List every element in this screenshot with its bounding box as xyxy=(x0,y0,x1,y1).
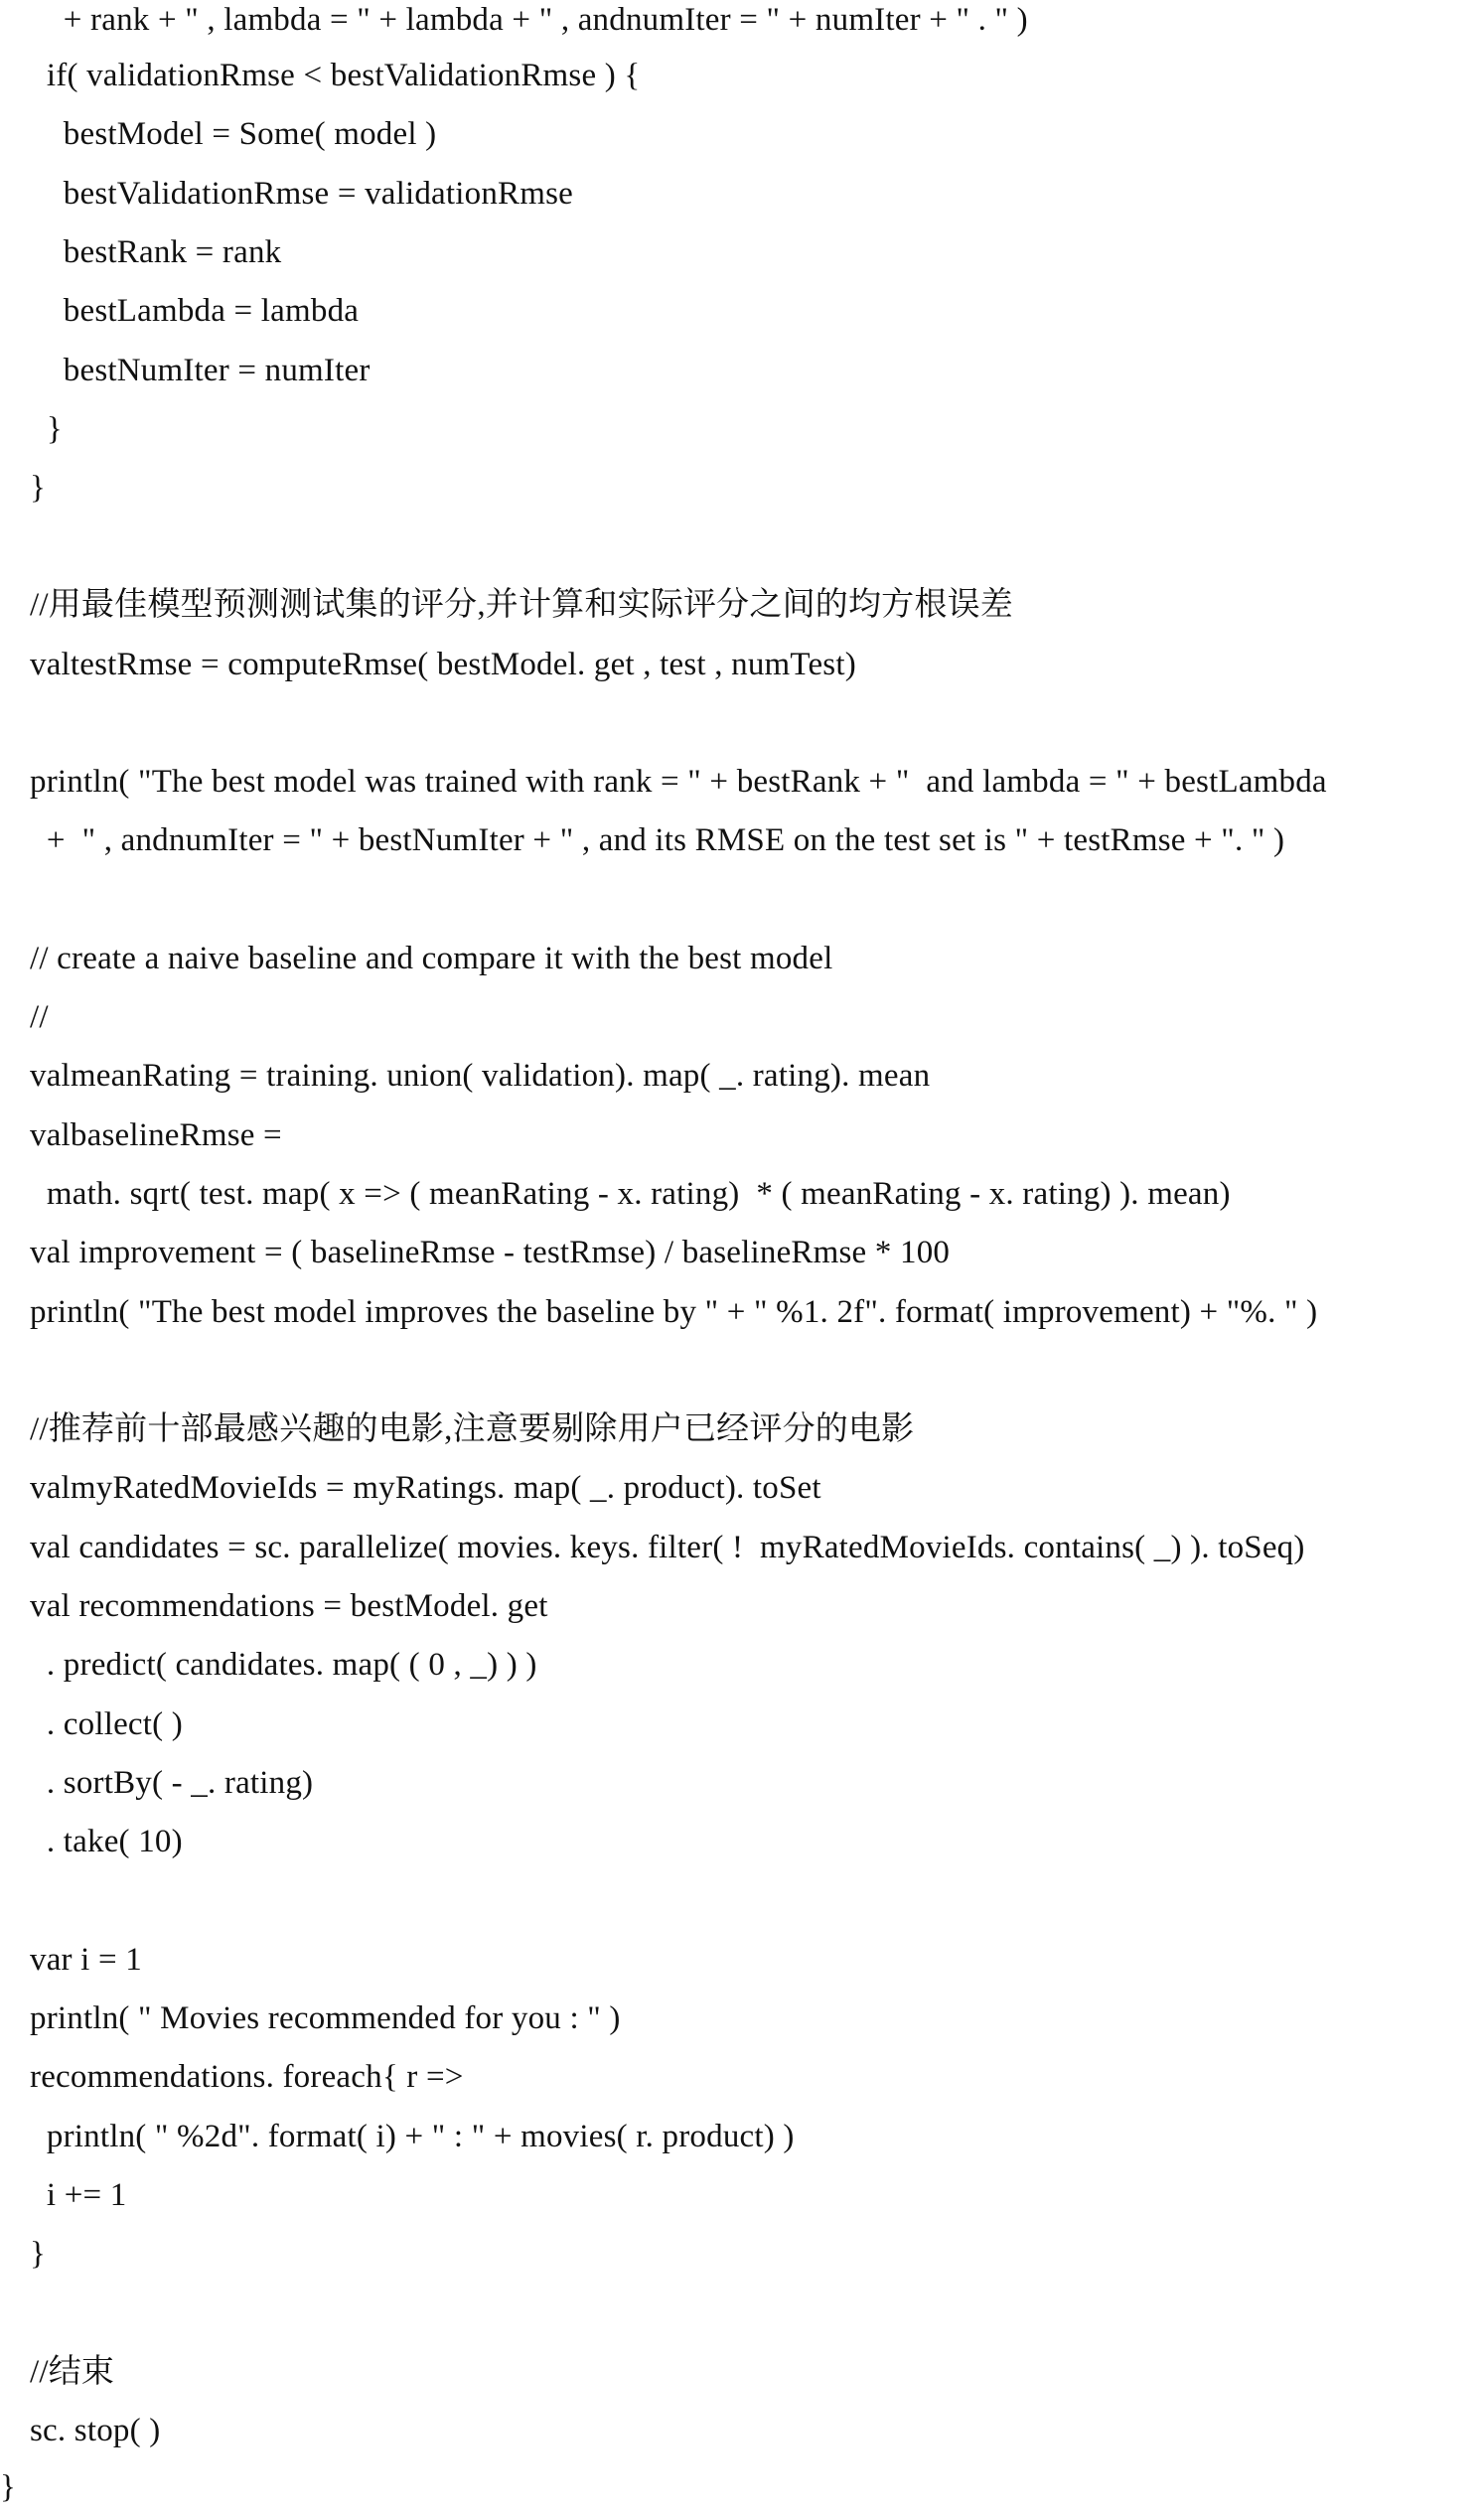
code-line-37: } xyxy=(0,2469,17,2505)
code-line-7: bestNumIter = numIter xyxy=(30,353,371,388)
code-line-22: valmyRatedMovieIds = myRatings. map( _. product). toSet xyxy=(30,1470,821,1506)
code-line-30: println( " Movies recommended for you : " ) xyxy=(30,2000,621,2036)
code-line-5: bestRank = rank xyxy=(30,234,282,270)
code-line-17: valbaselineRmse = xyxy=(30,1117,282,1153)
code-line-36: sc. stop( ) xyxy=(30,2413,161,2448)
code-line-1: + rank + " , lambda = " + lambda + " , andnumIter = " + numIter + " . " ) xyxy=(30,2,1028,38)
comment-line: //结束 xyxy=(30,2354,115,2390)
code-line-19: val improvement = ( baselineRmse - testRmse) / baselineRmse * 100 xyxy=(30,1235,951,1270)
code-line-6: bestLambda = lambda xyxy=(30,293,360,329)
code-line-11: valtestRmse = computeRmse( bestModel. get , test , numTest) xyxy=(30,647,856,682)
code-line-32: println( " %2d". format( i) + " : " + movies( r. product) ) xyxy=(30,2119,795,2154)
code-line-33: i += 1 xyxy=(30,2177,127,2213)
code-line-8: } xyxy=(30,411,63,447)
code-line-2: if( validationRmse < bestValidationRmse ) { xyxy=(30,58,641,93)
code-line-27: . sortBy( - _. rating) xyxy=(30,1765,314,1801)
comment-line: //用最佳模型预测测试集的评分,并计算和实际评分之间的均方根误差 xyxy=(30,587,1013,623)
code-line-31: recommendations. foreach{ r => xyxy=(30,2059,464,2095)
comment-line: // create a naive baseline and compare it with the best model xyxy=(30,941,833,976)
code-line-9: } xyxy=(30,470,47,506)
code-line-20: println( "The best model improves the baseline by " + " %1. 2f". format( improvement) + "%. " ) xyxy=(30,1294,1318,1330)
code-line-12: println( "The best model was trained with rank = " + bestRank + " and lambda = " + bestLambda xyxy=(30,764,1327,800)
code-line-3: bestModel = Some( model ) xyxy=(30,116,437,152)
code-line-4: bestValidationRmse = validationRmse xyxy=(30,176,574,212)
code-line-23: val candidates = sc. parallelize( movies. keys. filter( ! myRatedMovieIds. contains( _) ). toSeq) xyxy=(30,1530,1305,1565)
code-line-28: . take( 10) xyxy=(30,1824,183,1859)
code-line-16: valmeanRating = training. union( validation). map( _. rating). mean xyxy=(30,1058,931,1094)
code-line-34: } xyxy=(30,2236,47,2272)
code-line-25: . predict( candidates. map( ( 0 , _) ) ) xyxy=(30,1647,537,1683)
code-line-13: + " , andnumIter = " + bestNumIter + " , and its RMSE on the test set is " + testRmse + ". " ) xyxy=(30,822,1285,858)
comment-line: // xyxy=(30,999,49,1035)
comment-line: //推荐前十部最感兴趣的电影,注意要剔除用户已经评分的电影 xyxy=(30,1411,915,1447)
code-line-26: . collect( ) xyxy=(30,1706,183,1742)
code-line-24: val recommendations = bestModel. get xyxy=(30,1588,548,1624)
code-line-29: var i = 1 xyxy=(30,1942,142,1978)
code-line-18: math. sqrt( test. map( x => ( meanRating - x. rating) * ( meanRating - x. rating) ). mean) xyxy=(30,1176,1231,1212)
